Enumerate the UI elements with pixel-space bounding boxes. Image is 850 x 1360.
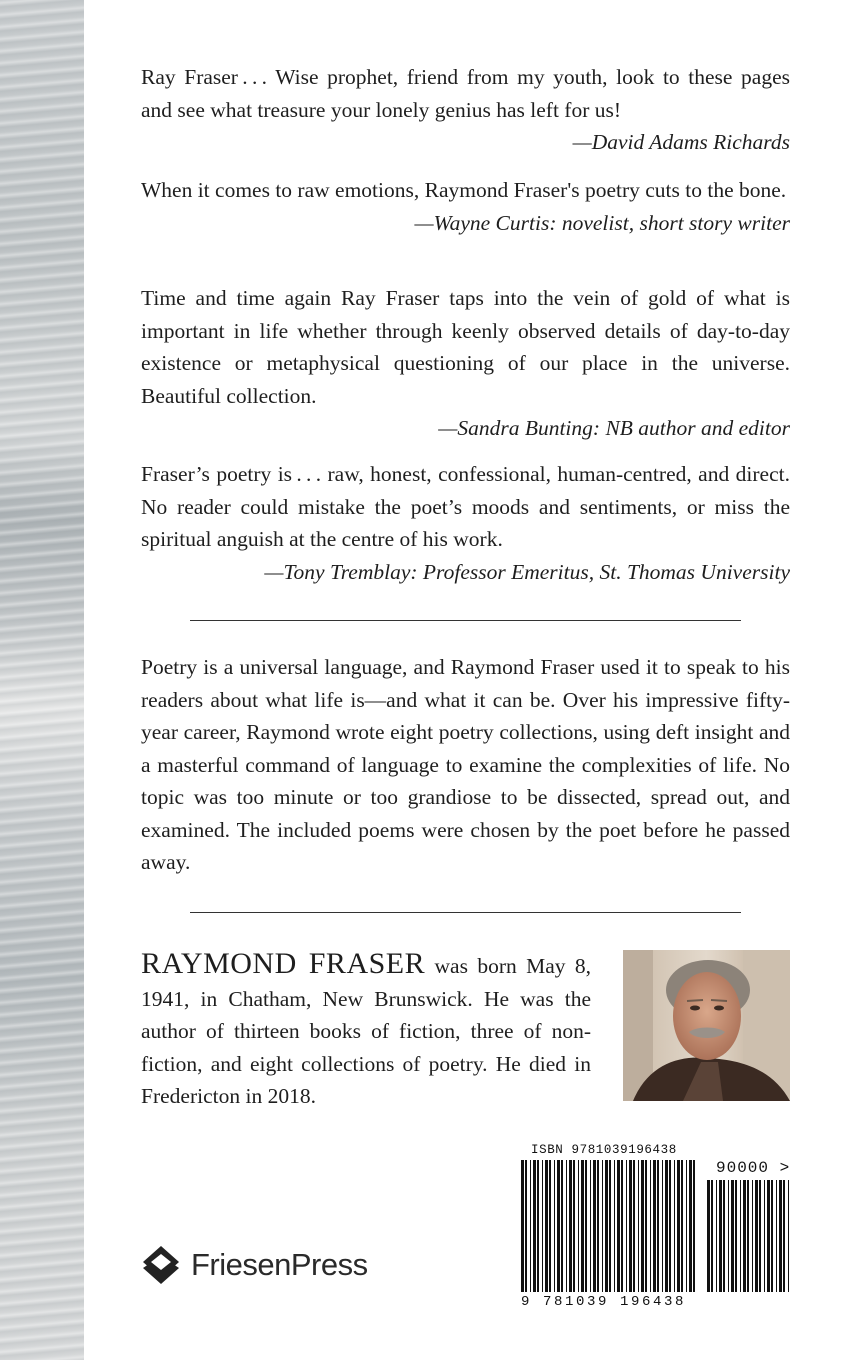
price-code: 90000 >: [716, 1159, 791, 1177]
isbn-digits: 9 781039 196438: [521, 1294, 687, 1310]
cover-side-texture: [0, 0, 84, 1360]
description-text: Poetry is a universal language, and Raymond Fraser used it to speak to his readers about what life is—and what it can be. Over his impressive fifty-year career, Raymond wrote eight poetry collections, using deft insight and a masterful command of language to examine the complexities of life. No topic was too minute or too grandiose to be dissected, spread out, and examined. The included poems were chosen by the poet before he passed away.: [141, 655, 790, 874]
quote-text: Fraser’s poetry is . . . raw, honest, confessional, human-centred, and direct. No reader could mistake the poet’s moods and sentiments, or miss the spiritual anguish at the centre of his work.: [141, 462, 790, 551]
quote-attribution: —David Adams Richards: [572, 130, 790, 154]
quote-block-2: [141, 174, 790, 239]
quote-block-1: [141, 61, 790, 159]
quote-attribution: —Wayne Curtis: novelist, short story writer: [414, 210, 790, 235]
divider-rule: [190, 912, 741, 913]
quote-block-3: [141, 282, 790, 445]
divider-rule: [190, 620, 741, 621]
quote-text: Ray Fraser . . . Wise prophet, friend from my youth, look to these pages and see what treasure your lonely genius has left for us!: [141, 65, 790, 122]
book-description: [141, 651, 790, 879]
author-bio: [141, 948, 591, 1113]
author-bio-text: was born May 8, 1941, in Chatham, New Brunswick. He was the author of thirteen books of fiction, three of non-fiction, and eight collections of poetry. He died in Fredericton in 2018.: [141, 954, 591, 1108]
quote-block-4: [141, 458, 790, 588]
publisher-logo: [141, 1244, 368, 1286]
isbn-label: ISBN 9781039196438: [531, 1143, 677, 1157]
author-photo: [623, 950, 790, 1101]
quote-text: When it comes to raw emotions, Raymond Fraser's poetry cuts to the bone.: [141, 178, 787, 202]
publisher-name: FriesenPress: [191, 1247, 368, 1282]
quote-attribution: —Sandra Bunting: NB author and editor: [438, 416, 790, 440]
friesenpress-logo-icon: [141, 1244, 181, 1286]
author-name: RAYMOND FRASER: [141, 947, 426, 980]
quote-text: Time and time again Ray Fraser taps into the vein of gold of what is important in life whether through keenly observed details of day-to-day existence or metaphysical questioning of our place in the universe. Beautiful collection.: [141, 286, 790, 408]
quote-attribution: —Tony Tremblay: Professor Emeritus, St. Thomas University: [264, 559, 790, 584]
